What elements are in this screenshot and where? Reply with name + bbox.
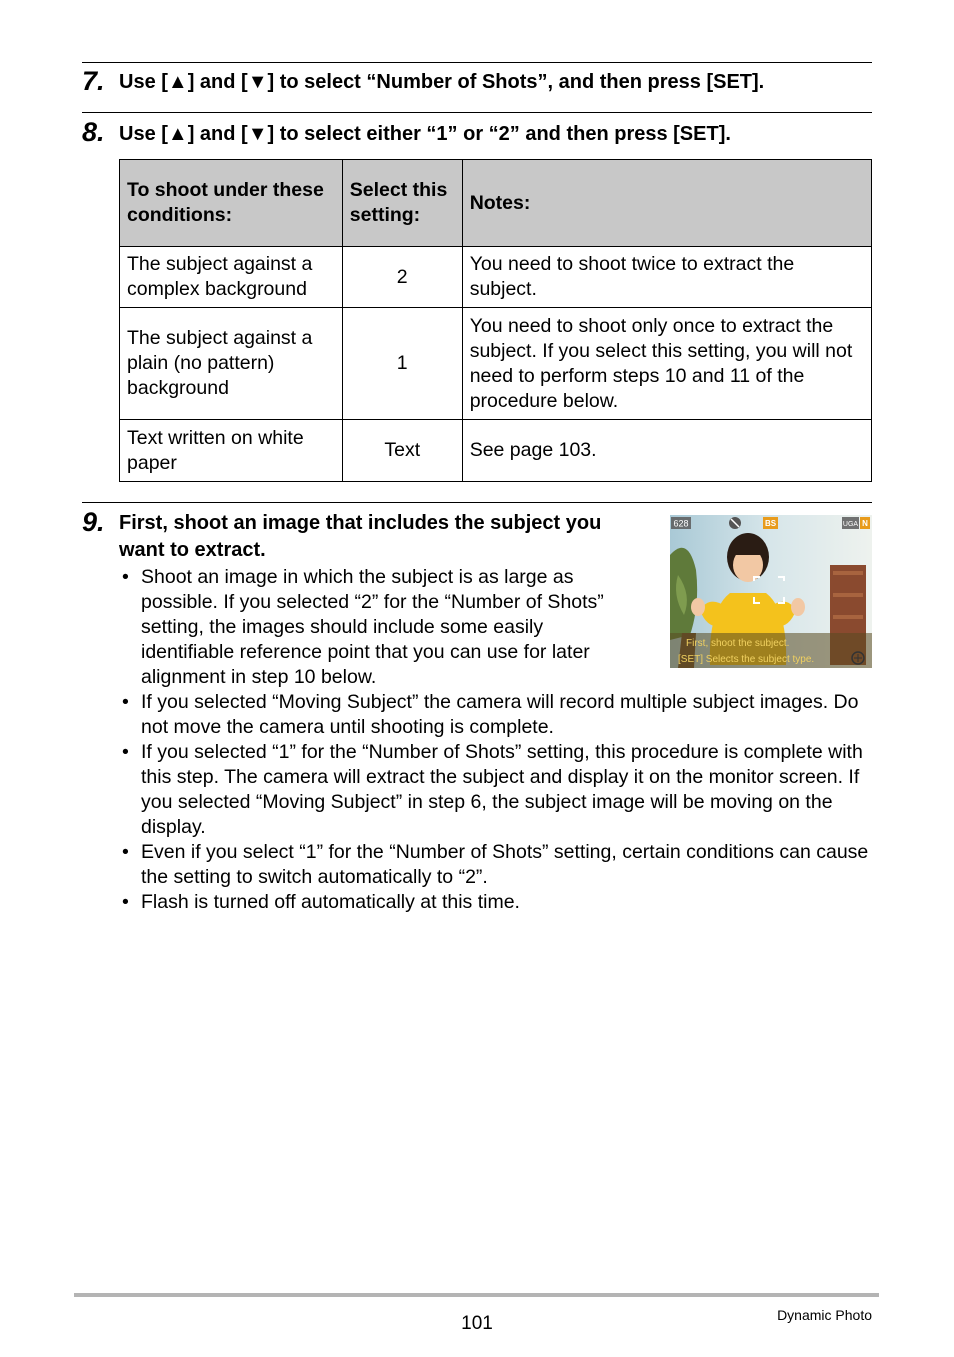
- table-row: [120, 247, 872, 308]
- table-row: [120, 420, 872, 482]
- page-number: 101: [461, 1313, 493, 1334]
- list-item: [119, 740, 874, 840]
- bullet-dot: •: [122, 891, 129, 913]
- camera-screen-image: [670, 515, 872, 668]
- list-item: [119, 890, 874, 915]
- cell-notes: You need to shoot only once to extract the subject. If you select this setting, you will not need to perform steps 10 and 11 of the procedure below.: [462, 308, 871, 420]
- step-number: 9.: [82, 507, 105, 537]
- step-number: 8.: [82, 117, 105, 147]
- section-name: Dynamic Photo: [777, 1307, 872, 1323]
- cell-setting: 1: [342, 308, 462, 420]
- step-instruction: Use [▲] and [▼] to select “Number of Shots”, and then press [SET].: [119, 71, 765, 93]
- bullet-dot: •: [122, 566, 129, 588]
- cell-notes: You need to shoot twice to extract the subject.: [462, 247, 871, 308]
- header-conditions: To shoot under these conditions:: [120, 160, 343, 247]
- cell-condition: Text written on white paper: [120, 420, 343, 482]
- list-item: [119, 690, 874, 740]
- header-notes: Notes:: [462, 160, 871, 247]
- bullet-text: Shoot an image in which the subject is as large as possible. If you selected “2” for the “Number of Shots” setting, the images should include some easily identifiable reference point that you can use for later alignment in step 10 below.: [141, 566, 604, 688]
- mode-badge: BS: [764, 519, 777, 528]
- footer-rule: [74, 1293, 879, 1297]
- table-header-row: [120, 160, 872, 247]
- cell-setting: 2: [342, 247, 462, 308]
- cell-setting: Text: [342, 420, 462, 482]
- bullet-text: If you selected “Moving Subject” the camera will record multiple subject images. Do not move the camera until shooting is complete.: [141, 691, 859, 738]
- step-divider: [82, 502, 872, 503]
- bullet-text: Flash is turned off automatically at this time.: [141, 891, 520, 913]
- shots-remaining: 628: [673, 518, 689, 529]
- list-item: [119, 565, 641, 690]
- step-divider: [82, 112, 872, 113]
- camera-caption-1: First, shoot the subject.: [686, 638, 790, 649]
- table-row: [120, 308, 872, 420]
- list-item: [119, 840, 874, 890]
- bullet-text: If you selected “1” for the “Number of Shots” setting, this procedure is complete with this step. The camera will extract the subject and display it on the monitor screen. If you selected “Moving Subject” in step 6, the subject image will be moving on the display.: [141, 741, 863, 838]
- step-9-heading: First, shoot an image that includes the subject you want to extract.: [119, 512, 602, 561]
- cell-notes: See page 103.: [462, 420, 871, 482]
- cell-condition: The subject against a complex background: [120, 247, 343, 308]
- bullet-dot: •: [122, 691, 129, 713]
- bullet-text: Even if you select “1” for the “Number of Shots” setting, certain conditions can cause the setting to switch automatically to “2”.: [141, 841, 869, 888]
- header-setting: Select this setting:: [342, 160, 462, 247]
- cell-condition: The subject against a plain (no pattern) background: [120, 308, 343, 420]
- size-badge: UGA: [842, 521, 859, 528]
- conditions-table: [119, 159, 872, 482]
- bullet-dot: •: [122, 841, 129, 863]
- step-number: 7.: [82, 66, 105, 96]
- quality-badge: N: [862, 519, 868, 528]
- bullet-dot: •: [122, 741, 129, 763]
- step-instruction: Use [▲] and [▼] to select either “1” or “2” and then press [SET].: [119, 123, 731, 145]
- camera-caption-2: [SET] Selects the subject type.: [678, 654, 815, 665]
- top-rule: [82, 62, 872, 63]
